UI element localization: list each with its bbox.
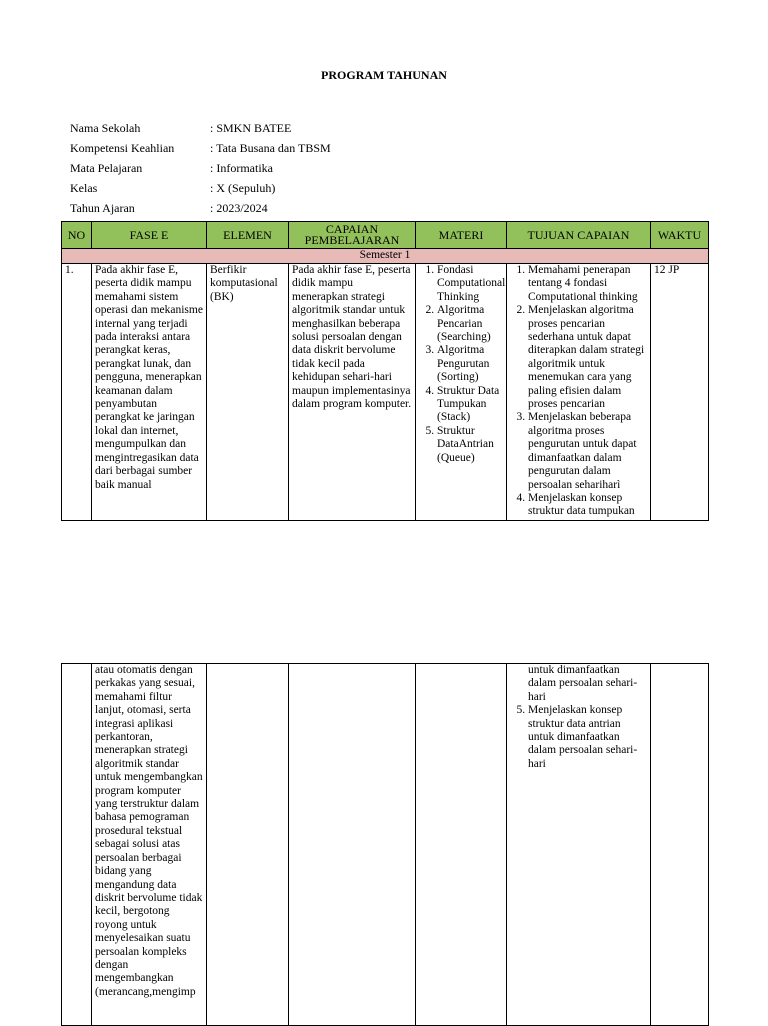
cell-capaian	[289, 664, 416, 1026]
column-header-no: NO	[62, 222, 92, 249]
list-item: 1. Fondasi Computational Thinking	[437, 264, 503, 304]
info-label: Nama Sekolah	[70, 121, 141, 135]
info-value: : SMKN BATEE	[210, 121, 292, 135]
list-item: 1. Memahami penerapan tentang 4 fondasi Computational thinking	[528, 264, 647, 304]
info-label: Kompetensi Keahlian	[70, 141, 175, 155]
list-item: untuk dimanfaatkan dalam persoalan sehari-hari	[528, 664, 638, 703]
column-header-elemen: ELEMEN	[207, 222, 289, 249]
tujuan-list	[510, 264, 647, 519]
materi-list	[419, 264, 506, 465]
column-header-waktu: WAKTU	[651, 222, 709, 249]
column-header-fase-e: FASE E	[92, 222, 207, 249]
cell-capaian	[289, 264, 416, 521]
cell-no	[62, 664, 92, 1026]
annual-program-table	[61, 221, 709, 521]
list-item: 4. Struktur Data Tumpukan (Stack)	[437, 385, 503, 425]
info-value: : X (Sepuluh)	[210, 181, 276, 195]
cell-fase-e	[92, 664, 207, 1026]
list-item: 2. Algoritma Pencarian (Searching)	[437, 304, 503, 344]
annual-program-table-continued	[61, 663, 709, 1026]
column-header-tujuan: TUJUAN CAPAIAN	[507, 222, 651, 249]
column-header-materi: MATERI	[416, 222, 507, 249]
list-item: 5. Menjelaskan konsep struktur data antrian untuk dimanfaatkan dalam persoalan sehari-hari	[528, 704, 647, 771]
fase-e-text: Pada akhir fase E, peserta didik mampu memahami sistem operasi dan mekanisme internal yang terjadi pada interaksi antara perangkat keras, perangkat lunak, dan pengguna, menerapkan keamanan dalam penyambutan perangkat ke jaringan lokal dan internet, mengumpulkan dan mengintregasikan data dari berbagai sumber baik manual	[95, 264, 203, 491]
info-label: Mata Pelajaran	[70, 161, 143, 175]
info-block	[70, 118, 331, 218]
cell-no: 1.	[62, 264, 92, 521]
capaian-text: Pada akhir fase E, peserta didik mampu menerapkan strategi algoritmik standar untuk menghasilkan beberapa solusi persoalan dengan data diskrit bervolume tidak kecil pada kehidupan sehari-hari maupun implementasinya dalam program komputer.	[292, 264, 412, 411]
list-item: 4. Menjelaskan konsep struktur data tumpukan	[528, 492, 647, 519]
info-row-year	[70, 198, 331, 218]
table-row	[62, 664, 709, 1026]
document-title: PROGRAM TAHUNAN	[321, 68, 447, 82]
cell-tujuan	[507, 264, 651, 521]
tujuan-list-continuation	[510, 664, 647, 704]
info-label: Tahun Ajaran	[70, 201, 135, 215]
cell-waktu: 12 JP	[651, 264, 709, 521]
info-row-competency	[70, 138, 331, 158]
list-item: 2. Menjelaskan algoritma proses pencarian sederhana untuk dapat diterapkan dalam strategi algoritmik untuk menemukan cara yang paling efisien dalam proses pencarian	[528, 304, 647, 411]
cell-elemen	[207, 264, 289, 521]
info-row-class	[70, 178, 331, 198]
tujuan-list-continued	[510, 704, 647, 771]
info-label: Kelas	[70, 181, 98, 195]
cell-materi	[416, 664, 507, 1026]
fase-e-text-continued: atau otomatis dengan perkakas yang sesuai, memahami filtur lanjut, otomasi, serta integrasi aplikasi perkantoran, menerapkan strategi algoritmik standar untuk mengembangkan program komputer yang terstruktur dalam bahasa pemograman prosedural tekstual sebagai solusi atas persoalan berbagai bidang yang mengandung data diskrit bervolume tidak kecil, bergotong royong untuk menyelesaikan suatu persoalan kompleks dengan mengembangkan (merancang,mengimp	[95, 664, 203, 998]
info-value: : Informatika	[210, 161, 273, 175]
cell-fase-e	[92, 264, 207, 521]
cell-materi	[416, 264, 507, 521]
info-row-school	[70, 118, 331, 138]
list-item: 3. Algoritma Pengurutan (Sorting)	[437, 344, 503, 384]
cell-tujuan	[507, 664, 651, 1026]
elemen-text: Berfikir komputasional (BK)	[210, 264, 278, 303]
list-item: 5. Struktur DataAntrian (Queue)	[437, 425, 503, 465]
cell-waktu	[651, 664, 709, 1026]
info-row-subject	[70, 158, 331, 178]
info-value: : 2023/2024	[210, 201, 268, 215]
column-header-capaian: CAPAIAN PEMBELAJARAN	[289, 222, 416, 249]
table-row	[62, 264, 709, 521]
semester-row	[62, 249, 709, 264]
semester-label: Semester 1	[62, 249, 709, 264]
list-item: 3. Menjelaskan beberapa algoritma proses pengurutan untuk dapat dimanfaatkan dalam pengurutan dalam persoalan sehariharì	[528, 411, 647, 491]
table-header-row	[62, 222, 709, 249]
cell-elemen	[207, 664, 289, 1026]
info-value: : Tata Busana dan TBSM	[210, 141, 331, 155]
